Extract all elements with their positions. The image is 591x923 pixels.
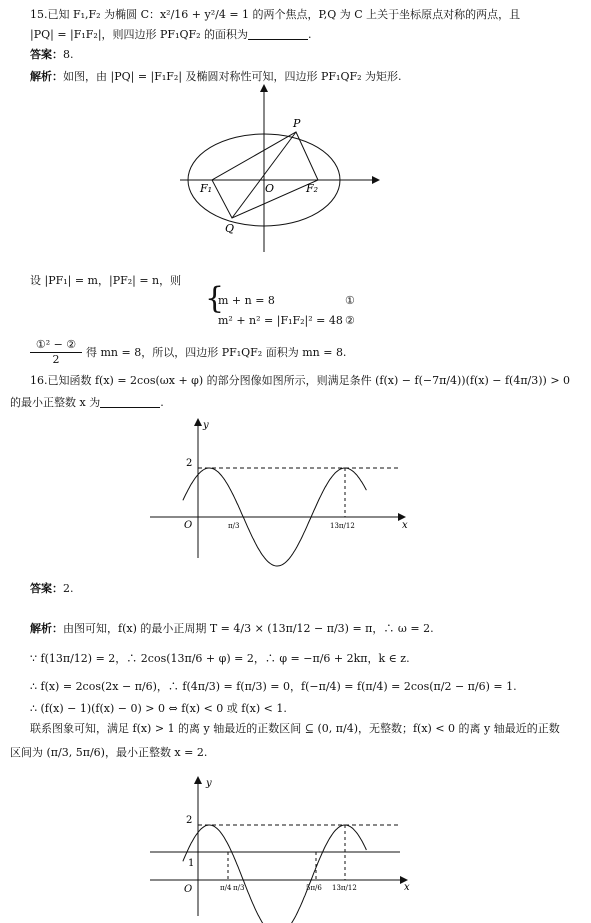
q15-system-eq2: m² + n² = |F₁F₂|² = 48 [218, 314, 343, 327]
graph2-tick-5pi6: 5π/6 [306, 884, 322, 892]
graph2-y-arrow [194, 776, 202, 784]
q15-setup: 设 |PF₁| = m，|PF₂| = n，则 [30, 274, 182, 287]
q16-analysis-line2: ∵ f(13π/12) = 2，∴ 2cos(13π/6 + φ) = 2，∴ φ = −π/6 + 2kπ，k ∈ z. [30, 652, 410, 665]
q15-system-brace: { [205, 281, 225, 316]
q15-analysis-label: 解析： [30, 70, 63, 83]
q15-answer-label: 答案： [30, 48, 63, 61]
graph2-curve [183, 825, 367, 923]
graph2-tick-13pi12: 13π/12 [332, 884, 357, 892]
q15-answer-value: 8. [63, 48, 74, 61]
graph2-two: 2 [186, 815, 193, 826]
q15-circle1: ① [345, 294, 355, 307]
label-F1: F₁ [200, 182, 213, 195]
q16-answer-label: 答案： [30, 582, 63, 595]
graph1-x-label: x [402, 520, 408, 531]
graph2-one: 1 [188, 858, 195, 869]
q15-conclusion: 得 mn = 8，所以，四边形 PF₁QF₂ 面积为 mn = 8. [86, 346, 347, 359]
graph1-tick-13pi12: 13π/12 [330, 522, 355, 530]
q16-answer-value: 2. [63, 582, 74, 595]
q16-analysis-text1: 由图可知，f(x) 的最小正周期 T = 4/3 × (13π/12 − π/3) = π，∴ ω = 2. [63, 622, 434, 635]
graph2-tick-pi4: π/4 [220, 884, 232, 892]
q16-analysis-line4: ∴ (f(x) − 1)(f(x) − 0) > 0 ⇔ f(x) < 0 或 f(x) < 1. [30, 702, 287, 715]
label-F2: F₂ [306, 182, 319, 195]
q16-stem-line1: 16.已知函数 f(x) = 2cos(ωx + φ) 的部分图像如图所示，则满足条件 (f(x) − f(−7π/4))(f(x) − f(4π/3)) > 0 [30, 374, 571, 387]
label-O: O [265, 182, 275, 195]
graph1-two: 2 [186, 458, 193, 469]
q16-stem-line2-text: 的最小正整数 x 为 [10, 396, 101, 409]
q15-fraction-den: 2 [52, 352, 60, 366]
q16-analysis-label: 解析： [30, 622, 63, 635]
graph2-x-label: x [404, 882, 410, 893]
q16-analysis-line3: ∴ f(x) = 2cos(2x − π/6)，∴ f(4π/3) = f(π/3) = 0，f(−π/4) = f(π/4) = 2cos(π/2 − π/6) = 1. [30, 680, 517, 693]
label-Q: Q [225, 222, 235, 235]
q16-analysis-line5: 联系图象可知，满足 f(x) > 1 的离 y 轴最近的正数区间 ⊆ (0, π/4)，无整数；f(x) < 0 的离 y 轴最近的正数 [30, 722, 560, 735]
q15-circle2: ② [345, 314, 355, 327]
q15-fraction-num: ①² − ② [30, 338, 82, 353]
q16-stem-line2: 的最小正整数 x 为 . [10, 396, 164, 409]
graph2-y-label: y [206, 778, 212, 789]
graph2-origin: O [184, 884, 193, 895]
q15-system-eq1: m + n = 8 [218, 294, 275, 307]
graph1-tick-pi3: π/3 [228, 522, 240, 530]
q16-analysis-line6: 区间为 (π/3, 5π/6)，最小正整数 x = 2. [10, 746, 208, 759]
q15-stem-line2: |PQ| = |F₁F₂|，则四边形 PF₁QF₂ 的面积为 . [30, 28, 312, 41]
q15-stem-line1: 15.已知 F₁,F₂ 为椭圆 C：x²/16 + y²/4 = 1 的两个焦点，P,Q 为 C 上关于坐标原点对称的两点，且 [30, 8, 521, 21]
q15-stem-line2-text: |PQ| = |F₁F₂|，则四边形 PF₁QF₂ 的面积为 [30, 28, 249, 41]
graph1-origin: O [184, 520, 193, 531]
graph2-tick-pi3: π/3 [233, 884, 245, 892]
q15-analysis-text: 如图，由 |PQ| = |F₁F₂| 及椭圆对称性可知，四边形 PF₁QF₂ 为矩形. [63, 70, 402, 83]
label-P: P [293, 117, 301, 130]
graph1-y-label: y [203, 420, 209, 431]
